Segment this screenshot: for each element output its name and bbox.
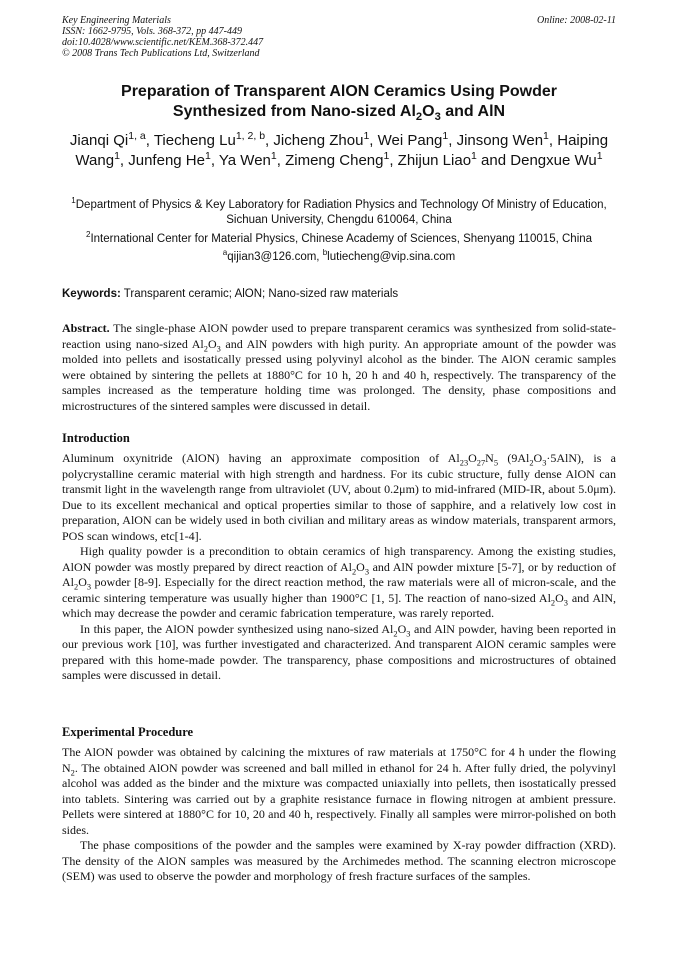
keywords-label: Keywords: <box>62 288 121 300</box>
text-run: O <box>78 575 87 589</box>
section-heading-experimental: Experimental Procedure <box>62 725 194 739</box>
introduction-body <box>62 451 616 684</box>
author-name: Dengxue Wu <box>510 152 597 169</box>
subscript: 5 <box>493 458 499 468</box>
author-affiliation-mark: 1 <box>270 150 277 162</box>
author-affiliation-mark: 1, a <box>128 130 146 142</box>
affiliation-mark: 2 <box>85 230 91 240</box>
journal-name: Key Engineering Materials <box>62 15 171 26</box>
email-mark: b <box>322 248 328 258</box>
author-separator: , <box>145 132 154 149</box>
subscript: 2 <box>70 767 75 777</box>
text-run: Aluminum oxynitride (AlON) having an approximate composition of Al <box>62 451 460 465</box>
author-separator: , <box>119 152 129 169</box>
online-date: Online: 2008-02-11 <box>537 15 616 26</box>
abstract-paragraph <box>62 321 616 414</box>
title-text: and AlN <box>440 103 506 120</box>
author-name: Tiecheng Lu <box>153 132 236 149</box>
text-run: and AlN powder mixture [5-7], or by reduction of Al <box>62 559 616 589</box>
affiliation-text: International Center for Material Physics, Chinese Academy of Sciences, Shenyang 110015, China <box>90 233 593 245</box>
text-run: N <box>485 451 494 465</box>
text-run: O <box>468 451 477 465</box>
author-list <box>62 131 616 171</box>
email-mark: a <box>222 248 228 258</box>
subscript: 2 <box>203 343 208 353</box>
author-separator: , <box>265 132 274 149</box>
subscript: 2 <box>393 628 398 638</box>
affiliation-text: Department of Physics & Key Laboratory for Radiation Physics and Technology Of Ministry of Education, Sichuan University, Chengdu 610064, China <box>75 199 607 226</box>
author-separator: and <box>476 152 511 169</box>
author-affiliation-mark: 1 <box>114 150 120 162</box>
text-run: O <box>356 559 365 574</box>
email-b: lutiecheng@vip.sina.com <box>327 251 456 263</box>
section-heading-introduction: Introduction <box>62 431 130 445</box>
title-subscript: 3 <box>434 111 441 124</box>
text-run: ·5AlN), is a polycrystalline ceramic material with high strength and hardness. For its cubic structure, fully dense AlON can transmit light in the wavelength range from ultraviolet (UV, about 0.2μm) to mid-infrared (MID-IR, about 5.0μm). Due to its excellent mechanical and optical properties similar to those of sapphire, and a relatively low cost in preparation, AlON can be widely used in both civilian and military areas as window materials, transparent armors, POS scan windows, etc[1-4]. <box>62 451 616 543</box>
text-run: The single-phase AlON powder used to prepare transparent ceramics was synthesized from solid-state-reaction using nano-sized Al <box>62 321 616 351</box>
title-line-2 <box>62 102 616 122</box>
doi-line: doi:10.4028/www.scientific.net/KEM.368-372.447 <box>62 37 264 48</box>
author-separator: , <box>369 132 378 149</box>
author-separator: , <box>548 132 558 149</box>
author-name: Jicheng Zhou <box>273 132 364 149</box>
intro-paragraph-1 <box>62 451 616 544</box>
subscript: 27 <box>476 458 486 468</box>
subscript: 3 <box>563 597 568 607</box>
subscript: 3 <box>216 343 221 353</box>
author-affiliation-mark: 1 <box>383 150 390 162</box>
title-text: O <box>422 103 435 120</box>
text-run: powder [8-9]. Especially for the direct reaction method, the raw materials were all of micron-scale, and the ceramic sintering temperature was usually higher than 1900°C [1, 5]. The reaction of nano-sized Al <box>62 575 616 605</box>
email-a: qijian3@126.com, <box>227 251 323 263</box>
abstract-label: Abstract. <box>62 321 110 335</box>
intro-paragraph-3 <box>62 622 616 684</box>
subscript: 2 <box>74 582 79 592</box>
author-emails <box>62 250 616 265</box>
author-affiliation-mark: 1 <box>596 150 603 162</box>
affiliation-mark: 1 <box>71 196 76 206</box>
subscript: 3 <box>86 582 92 592</box>
author-affiliation-mark: 1 <box>363 130 370 142</box>
author-name: Zimeng Cheng <box>285 152 384 169</box>
subscript: 2 <box>529 458 534 468</box>
author-name: Junfeng He <box>128 152 205 169</box>
subscript: 3 <box>406 628 411 638</box>
author-affiliation-mark: 1 <box>442 130 449 142</box>
subscript: 3 <box>364 566 370 576</box>
author-name: Haiping Wang <box>75 132 609 169</box>
affiliation-1 <box>62 198 616 228</box>
author-name: Zhijun Liao <box>397 152 472 169</box>
author-separator: , <box>448 132 457 149</box>
author-separator: , <box>389 152 398 169</box>
text-run: and AlN powders with high purity. An appropriate amount of the powder was molded into pellets and isostatically pressed using polyvinyl alcohol as the binder. The AlON ceramic samples were obtained by sintering the pellets at 1880°C for 10 h, 20 h and 40 h, respectively. The transparency of the samples increased as the temperature holding time was prolonged. The density, phase compositions and microstructures of the sintered samples were discussed in detail. <box>62 336 616 413</box>
author-name: Jianqi Qi <box>69 132 129 149</box>
text-run: O <box>555 590 564 605</box>
text-run: In this paper, the AlON powder synthesized using nano-sized Al <box>80 621 394 636</box>
keywords-text: Transparent ceramic; AlON; Nano-sized raw materials <box>120 288 399 300</box>
author-name: Ya Wen <box>218 152 271 169</box>
text-run: O <box>397 621 407 636</box>
subscript: 2 <box>550 597 556 607</box>
author-separator: , <box>210 152 219 169</box>
title-line-1: Preparation of Transparent AlON Ceramics Using Powder <box>121 83 557 100</box>
author-affiliation-mark: 1 <box>204 150 211 162</box>
author-affiliation-mark: 1, 2, b <box>235 130 266 142</box>
abstract <box>62 321 616 414</box>
text-run: The AlON powder was obtained by calcining the mixtures of raw materials at 1750°C for 4 h under the flowing N <box>62 745 616 775</box>
author-affiliation-mark: 1 <box>543 130 549 142</box>
text-run: and AlN powder, having been reported in our previous work [10], was further investigated and characterized. And transparent AlON ceramic samples were prepared with this home-made powder. The transparency, phase compositions and microstructures of obtained samples were discussed in detail. <box>62 621 616 682</box>
journal-header <box>62 15 616 59</box>
text-run: O <box>207 336 217 351</box>
subscript: 3 <box>542 458 547 468</box>
copyright-line: © 2008 Trans Tech Publications Ltd, Switzerland <box>62 48 260 59</box>
text-run: O <box>533 451 543 465</box>
text-run: High quality powder is a precondition to obtain ceramics of high transparency. Among the existing studies, AlON powder was mostly prepared by direct reaction of Al <box>62 544 616 574</box>
experimental-paragraph-2: The phase compositions of the powder and the samples were examined by X-ray powder diffraction (XRD). The density of the AlON samples was measured by the Archimedes method. The scanning electron microscope (SEM) was used to observe the powder and morphology of fresh fracture surfaces of the samples. <box>62 838 616 883</box>
title-subscript: 2 <box>415 111 423 124</box>
author-affiliation-mark: 1 <box>471 150 477 162</box>
keywords <box>62 287 616 301</box>
subscript: 23 <box>459 458 469 468</box>
experimental-paragraph-1 <box>62 745 616 838</box>
author-name: Jinsong Wen <box>456 132 544 149</box>
author-separator: , <box>276 152 286 169</box>
title-text: Synthesized from Nano-sized Al <box>172 103 416 120</box>
intro-paragraph-2 <box>62 544 616 622</box>
experimental-body <box>62 745 616 885</box>
text-run: and AlN, which may decrease the powder and ceramic fabrication temperature, was rarely reported. <box>62 590 616 620</box>
subscript: 2 <box>351 566 357 576</box>
author-name: Wei Pang <box>377 132 443 149</box>
text-run: (9Al <box>498 451 530 465</box>
issn-line: ISSN: 1662-9795, Vols. 368-372, pp 447-449 <box>62 26 242 37</box>
text-run: . The obtained AlON powder was screened and ball milled in ethanol for 24 h. After fully dried, the polyvinyl alcohol was added as the binder and the mixture was compacted uniaxially into pellets, then isostatically pressed into tablets. Sintering was carried out by a graphite resistance furnace in flowing nitrogen at ambient pressure. Pellets were sintered at 1880°C for 10, 20 and 40 h, respectively. Finally all samples were mirror-polished on both sides. <box>62 760 616 837</box>
affiliation-2 <box>62 232 616 247</box>
paper-title <box>62 82 616 122</box>
